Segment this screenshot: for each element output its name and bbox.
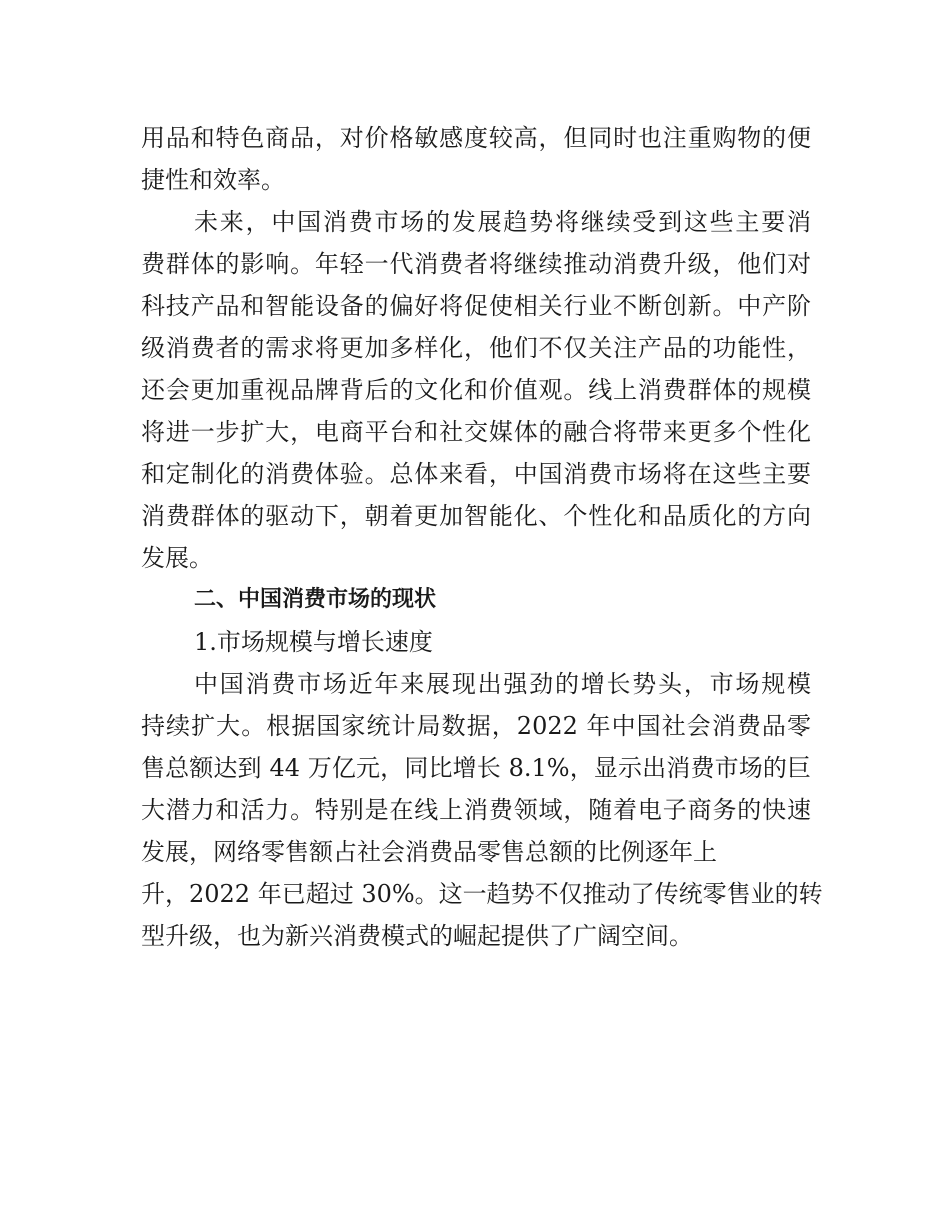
paragraph-line: 型升级，也为新兴消费模式的崛起提供了广阔空间。	[141, 922, 693, 950]
paragraph-line: 未来，中国消费市场的发展趋势将继续受到这些主要消	[194, 208, 811, 236]
subsection-heading: 1.市场规模与增长速度	[194, 628, 433, 656]
paragraph-line: 费群体的影响。年轻一代消费者将继续推动消费升级，他们对	[141, 250, 811, 278]
paragraph-line: 将进一步扩大，电商平台和社交媒体的融合将带来更多个性化	[141, 418, 811, 446]
document-body	[141, 117, 823, 957]
paragraph-line: 发展，网络零售额占社会消费品零售总额的比例逐年上	[141, 838, 717, 866]
paragraph-line: 还会更加重视品牌背后的文化和价值观。线上消费群体的规模	[141, 376, 811, 404]
paragraph-line: 中国消费市场近年来展现出强劲的增长势头，市场规模	[194, 670, 811, 698]
paragraph-line: 级消费者的需求将更加多样化，他们不仅关注产品的功能性，	[141, 334, 811, 362]
section-heading: 二、中国消费市场的现状	[194, 587, 437, 612]
paragraph-line: 消费群体的驱动下，朝着更加智能化、个性化和品质化的方向	[141, 502, 811, 530]
paragraph-line: 捷性和效率。	[141, 166, 285, 194]
paragraph-line: 大潜力和活力。特别是在线上消费领域，随着电子商务的快速	[141, 796, 811, 824]
paragraph-line: 和定制化的消费体验。总体来看，中国消费市场将在这些主要	[141, 460, 811, 488]
paragraph-future-trends	[141, 201, 811, 579]
paragraph-line: 科技产品和智能设备的偏好将促使相关行业不断创新。中产阶	[141, 292, 811, 320]
paragraph-line: 售总额达到 44 万亿元，同比增长 8.1%，显示出消费市场的巨	[141, 754, 811, 782]
paragraph-market-size	[141, 663, 823, 957]
paragraph-line: 持续扩大。根据国家统计局数据，2022 年中国社会消费品零	[141, 712, 811, 740]
paragraph-line: 升，2022 年已超过 30%。这一趋势不仅推动了传统零售业的转	[141, 880, 823, 908]
paragraph-line: 发展。	[141, 544, 213, 572]
paragraph-line: 用品和特色商品，对价格敏感度较高，但同时也注重购物的便	[141, 124, 811, 152]
paragraph-consumer-groups-end	[141, 117, 811, 201]
